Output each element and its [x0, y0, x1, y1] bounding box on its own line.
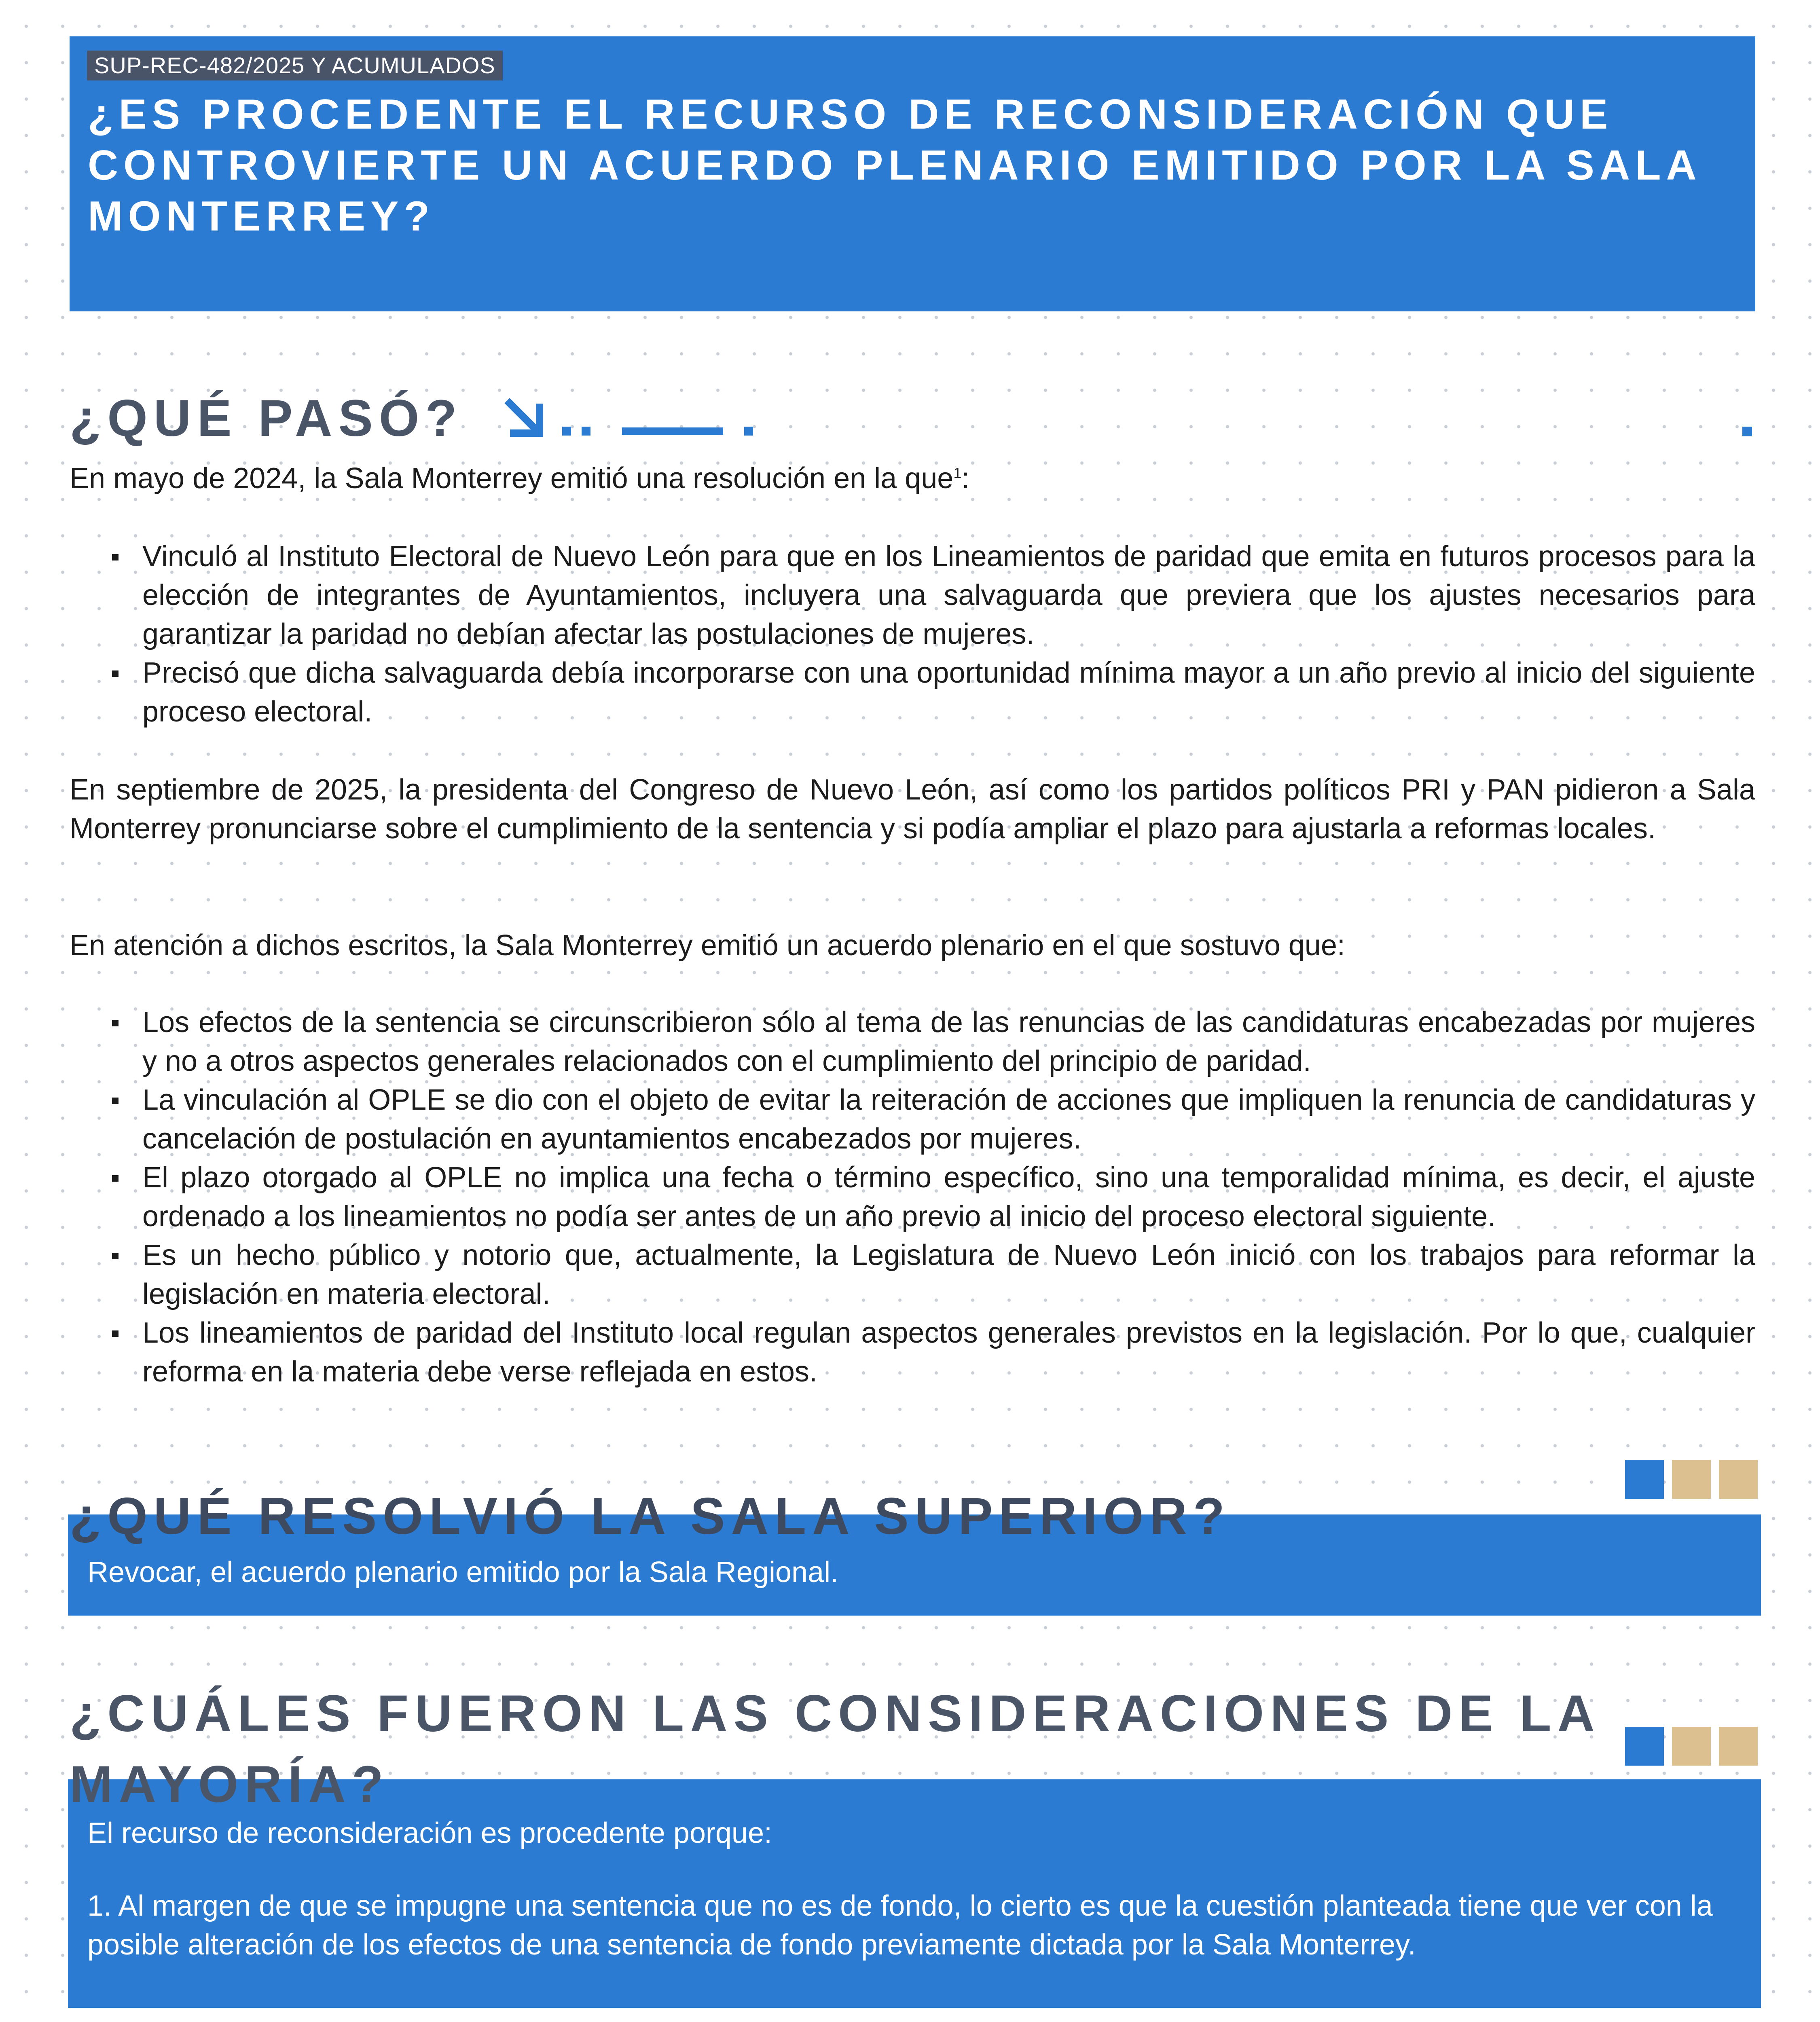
footnote-ref[interactable]: 1	[953, 465, 962, 481]
section-heading-que-paso: ¿QUÉ PASÓ?	[70, 389, 463, 447]
square-icon	[1719, 1727, 1758, 1766]
list-item: Es un hecho público y notorio que, actualmente, la Legislatura de Nuevo León inició con los trabajos para reformar la legislación en materia electoral.	[70, 1236, 1755, 1313]
section-heading-consideraciones: ¿CUÁLES FUERON LAS CONSIDERACIONES DE LA MAYORÍA?	[70, 1685, 1599, 1813]
square-icon	[1625, 1460, 1664, 1499]
list-item: Precisó que dicha salvaguarda debía incorporarse con una oportunidad mínima mayor a un año previo al inicio del siguiente proceso electoral.	[70, 654, 1755, 731]
decorative-squares	[1625, 1727, 1758, 1766]
list-item: Vinculó al Instituto Electoral de Nuevo León para que en los Lineamientos de paridad que emita en futuros procesos para la elección de integrantes de Ayuntamientos, incluyera una salvaguarda que previera que los ajustes necesarios para garantizar la paridad no debían afectar las postulaciones de mujeres.	[70, 537, 1755, 654]
square-icon	[1672, 1460, 1711, 1499]
decorative-squares	[1625, 1460, 1758, 1499]
intro-text: En mayo de 2024, la Sala Monterrey emitió una resolución en la que	[70, 462, 954, 495]
list-item: Los lineamientos de paridad del Instituto local regulan aspectos generales previstos en la legislación. Por lo que, cualquier reforma en la materia debe verse reflejada en estos.	[70, 1313, 1755, 1391]
square-icon	[1719, 1460, 1758, 1499]
list-item: El plazo otorgado al OPLE no implica una fecha o término específico, sino una temporalidad mínima, es decir, el ajuste ordenado a los lineamientos no podía ser antes de un año previo al inicio del proceso electoral siguiente.	[70, 1158, 1755, 1236]
page-title: ¿ES PROCEDENTE EL RECURSO DE RECONSIDERACIÓN QUE CONTROVIERTE UN ACUERDO PLENARIO EMITIDO POR LA SALA MONTERREY?	[88, 91, 1700, 240]
list-item: Los efectos de la sentencia se circunscribieron sólo al tema de las renuncias de las candidaturas encabezadas por mujeres y no a otros aspectos generales relacionados con el cumplimiento del principio de paridad.	[70, 1003, 1755, 1081]
arrow-decoration-icon	[502, 398, 1755, 443]
paragraph-acuerdo: En atención a dichos escritos, la Sala Monterrey emitió un acuerdo plenario en el que sostuvo que:	[70, 929, 1345, 962]
considerations-point: 1. Al margen de que se impugne una sentencia que no es de fondo, lo cierto es que la cuestión planteada tiene que ver con la posible alteración de los efectos de una sentencia de fondo previamente dictada por la Sala Monterrey.	[87, 1890, 1713, 1961]
considerations-intro: El recurso de reconsideración es procedente porque:	[87, 1817, 772, 1849]
acuerdo-bullet-list	[70, 1003, 1755, 1391]
square-icon	[1672, 1727, 1711, 1766]
case-number-tag: SUP-REC-482/2025 Y ACUMULADOS	[87, 51, 503, 80]
paragraph-september: En septiembre de 2025, la presidenta del Congreso de Nuevo León, así como los partidos políticos PRI y PAN pidieron a Sala Monterrey pronunciarse sobre el cumplimiento de la sentencia y si podía ampliar el plazo para ajustarla a reformas locales.	[70, 774, 1755, 845]
header-banner	[70, 36, 1755, 311]
intro-paragraph	[70, 459, 1755, 498]
square-icon	[1625, 1727, 1664, 1766]
section-heading-resolucion: ¿QUÉ RESOLVIÓ LA SALA SUPERIOR?	[70, 1487, 1231, 1545]
resolution-bullet-list	[70, 537, 1755, 731]
resolution-text: Revocar, el acuerdo plenario emitido por la Sala Regional.	[87, 1556, 839, 1588]
list-item: La vinculación al OPLE se dio con el objeto de evitar la reiteración de acciones que impliquen la renuncia de candidaturas y cancelación de postulación en ayuntamientos encabezados por mujeres.	[70, 1081, 1755, 1158]
intro-end: :	[961, 462, 970, 495]
